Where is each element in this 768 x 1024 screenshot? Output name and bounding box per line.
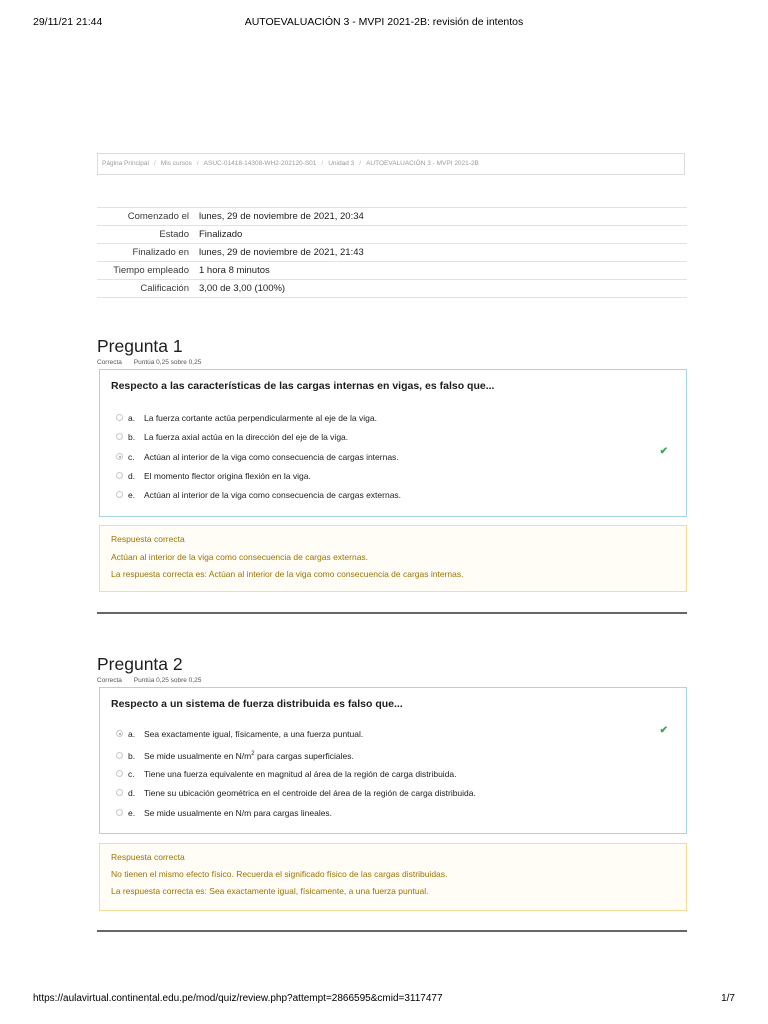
option-letter: d. bbox=[128, 471, 136, 481]
feedback-right-answer: La respuesta correcta es: Sea exactamente igual, físicamente, a una fuerza puntual. bbox=[111, 886, 429, 896]
print-page-title: AUTOEVALUACIÓN 3 - MVPI 2021-2B: revisión de intentos bbox=[244, 16, 524, 28]
answer-option-d[interactable] bbox=[116, 469, 311, 483]
answer-option-e[interactable] bbox=[116, 806, 332, 820]
summary-key: Calificación bbox=[97, 280, 195, 298]
print-header bbox=[33, 16, 735, 32]
radio-button-selected[interactable] bbox=[116, 730, 123, 737]
summary-value: lunes, 29 de noviembre de 2021, 21:43 bbox=[195, 244, 687, 262]
option-text: La fuerza cortante actúa perpendicularmente al eje de la viga. bbox=[144, 413, 377, 423]
option-superscript: 2 bbox=[251, 751, 255, 757]
question-info bbox=[97, 359, 201, 366]
radio-button[interactable] bbox=[116, 414, 123, 421]
option-letter: d. bbox=[128, 788, 136, 798]
feedback-comment: Actúan al interior de la viga como consecuencia de cargas externas. bbox=[111, 552, 369, 562]
radio-button-selected[interactable] bbox=[116, 453, 123, 460]
option-letter: e. bbox=[128, 490, 136, 500]
answer-option-b[interactable] bbox=[116, 430, 348, 444]
option-letter: b. bbox=[128, 750, 136, 761]
summary-row-state bbox=[97, 226, 687, 244]
question-score: Puntúa 0,25 sobre 0,25 bbox=[133, 677, 202, 684]
summary-value: 1 hora 8 minutos bbox=[195, 262, 687, 280]
radio-button[interactable] bbox=[116, 472, 123, 479]
option-letter: a. bbox=[128, 413, 136, 423]
breadcrumb-separator: / bbox=[321, 160, 324, 167]
breadcrumb-home[interactable]: Página Principal bbox=[102, 160, 149, 167]
radio-button[interactable] bbox=[116, 433, 123, 440]
summary-row-started bbox=[97, 208, 687, 226]
breadcrumb bbox=[97, 153, 685, 175]
option-text: Actúan al interior de la viga como consecuencia de cargas internas. bbox=[144, 452, 399, 462]
summary-key: Comenzado el bbox=[97, 208, 195, 226]
option-text: El momento flector origina flexión en la viga. bbox=[144, 471, 311, 481]
answer-option-e[interactable] bbox=[116, 488, 401, 502]
option-text: Tiene su ubicación geométrica en el centroide del área de la región de carga distribuida. bbox=[144, 788, 476, 798]
option-text-part: para cargas superficiales. bbox=[254, 750, 354, 761]
summary-row-time-taken bbox=[97, 262, 687, 280]
check-icon: ✔ bbox=[659, 446, 668, 457]
question-status: Correcta bbox=[97, 677, 122, 684]
answer-option-d[interactable] bbox=[116, 786, 476, 800]
breadcrumb-unit[interactable]: Unidad 3 bbox=[328, 160, 355, 167]
breadcrumb-quiz[interactable]: AUTOEVALUACIÓN 3 - MVPI 2021-2B bbox=[366, 160, 479, 167]
question-box bbox=[99, 369, 687, 517]
breadcrumb-separator: / bbox=[359, 160, 362, 167]
breadcrumb-separator: / bbox=[196, 160, 199, 167]
question-box bbox=[99, 687, 687, 834]
attempt-summary-table bbox=[97, 207, 687, 298]
answer-option-c[interactable] bbox=[116, 767, 457, 781]
summary-value: Finalizado bbox=[195, 226, 687, 244]
option-text: Actúan al interior de la viga como consecuencia de cargas externas. bbox=[144, 490, 402, 500]
summary-key: Tiempo empleado bbox=[97, 262, 195, 280]
radio-button[interactable] bbox=[116, 809, 123, 816]
option-letter: a. bbox=[128, 729, 136, 739]
option-letter: b. bbox=[128, 432, 136, 442]
summary-key: Finalizado en bbox=[97, 244, 195, 262]
question-title: Pregunta 1 bbox=[97, 336, 183, 356]
feedback-heading: Respuesta correcta bbox=[111, 534, 185, 544]
check-icon: ✔ bbox=[659, 725, 668, 736]
radio-button[interactable] bbox=[116, 770, 123, 777]
summary-key: Estado bbox=[97, 226, 195, 244]
radio-button[interactable] bbox=[116, 789, 123, 796]
breadcrumb-separator: / bbox=[153, 160, 156, 167]
summary-value: 3,00 de 3,00 (100%) bbox=[195, 280, 687, 298]
feedback-heading: Respuesta correcta bbox=[111, 852, 185, 862]
option-text: Tiene una fuerza equivalente en magnitud al área de la región de carga distribuida. bbox=[144, 769, 457, 779]
option-letter: c. bbox=[128, 769, 135, 779]
radio-button[interactable] bbox=[116, 752, 123, 759]
option-text: La fuerza axial actúa en la dirección del eje de la viga. bbox=[144, 432, 349, 442]
option-letter: e. bbox=[128, 808, 136, 818]
question-text: Respecto a las características de las cargas internas en vigas, es falso que... bbox=[111, 380, 495, 392]
breadcrumb-my-courses[interactable]: Mis cursos bbox=[160, 160, 192, 167]
option-text: Se mide usualmente en N/m para cargas lineales. bbox=[144, 808, 333, 818]
print-page-number: 1/7 bbox=[721, 993, 735, 1004]
question-score: Puntúa 0,25 sobre 0,25 bbox=[133, 359, 202, 366]
answer-option-a[interactable] bbox=[116, 411, 377, 425]
summary-row-finished bbox=[97, 244, 687, 262]
print-footer bbox=[33, 993, 735, 1009]
question-divider bbox=[97, 612, 687, 614]
question-text: Respecto a un sistema de fuerza distribuida es falso que... bbox=[111, 698, 403, 710]
question-status: Correcta bbox=[97, 359, 122, 366]
feedback-comment: No tienen el mismo efecto físico. Recuerda el significado físico de las cargas distribuidas. bbox=[111, 869, 448, 879]
option-letter: c. bbox=[128, 452, 135, 462]
question-title: Pregunta 2 bbox=[97, 654, 183, 674]
summary-row-grade bbox=[97, 280, 687, 298]
feedback-right-answer: La respuesta correcta es: Actúan al interior de la viga como consecuencia de cargas internas. bbox=[111, 569, 464, 579]
feedback-box bbox=[99, 843, 687, 911]
print-url: https://aulavirtual.continental.edu.pe/mod/quiz/review.php?attempt=2866595&cmid=3117477 bbox=[33, 993, 443, 1004]
question-info bbox=[97, 677, 201, 684]
print-datetime: 29/11/21 21:44 bbox=[33, 16, 103, 28]
option-text-part: Se mide usualmente en N/m bbox=[144, 750, 252, 761]
option-text: Sea exactamente igual, físicamente, a una fuerza puntual. bbox=[144, 729, 364, 739]
answer-option-b[interactable] bbox=[116, 747, 354, 761]
radio-button[interactable] bbox=[116, 491, 123, 498]
answer-option-a[interactable] bbox=[116, 727, 363, 741]
feedback-box bbox=[99, 525, 687, 592]
answer-option-c[interactable] bbox=[116, 450, 399, 464]
option-text bbox=[144, 751, 354, 761]
breadcrumb-course[interactable]: ASUC-01418-14308-WH2-202120-S01 bbox=[203, 160, 317, 167]
summary-value: lunes, 29 de noviembre de 2021, 20:34 bbox=[195, 208, 687, 226]
question-divider bbox=[97, 930, 687, 932]
